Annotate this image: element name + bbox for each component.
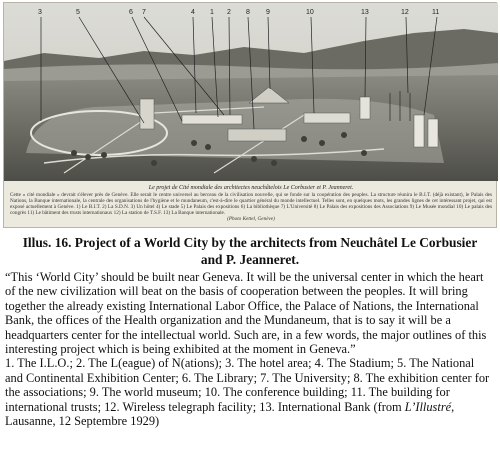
plan-number: 12 <box>401 9 409 16</box>
plan-number: 9 <box>266 9 270 16</box>
plate-caption <box>10 185 492 223</box>
illustration-title: Illus. 16. Project of a World City by the architects from Neuchâtel Le Corbusier and P. Jeanneret. <box>22 235 478 267</box>
plan-number: 5 <box>76 9 80 16</box>
plan-number: 2 <box>227 9 231 16</box>
plan-number: 8 <box>246 9 250 16</box>
plan-number: 6 <box>129 9 133 16</box>
body-text <box>5 270 495 428</box>
plan-number: 7 <box>142 9 146 16</box>
plate-photo-credit: (Photo Kettel, Genève) <box>227 216 275 223</box>
quote-paragraph: “This ‘World City’ should be built near Geneva. It will be the universal center in which the heart of the new civilization will beat on the basis of cooperation between the peoples. It will bring together the already existing International Labor Office, the Palace of Nations, the International Bank, the offices of the Health organization and the Mundaneum, that is to say it will be a headquarters center for the intellectual world. Such are, in a few words, the major outlines of this interesting project which is being exhibited at the moment in Geneva.” <box>5 270 487 357</box>
plate-caption-body: Cette « cité mondiale » devrait s'élever près de Genève. Elle serait le centre universel au berceau de la civilisation nouvelle, qui se fonde sur la coopération des peuples. La structure réunira le B.I.T. (déjà existant), le Palais des Nations, la Banque internationale, la centrale des organisations de l'hygiène et le mundaneum, c'est-à-dire le quartier général du monde intellectuel. Telles sont, en quelques mots, les grandes lignes de cet intéressant projet, qui est exposé actuellement à Genève. 1) Le B.I.T. 2) La S.D.N. 3) Un hôtel 4) Le stade 5) Le Palais des expositions 6) La bibliothèque 7) L'Université 8) Le Palais des expositions des Associations 9) Le Musée mondial 10) Le palais des congrès 11) Le bâtiment des trusts internationaux 12) La station de T.S.F. 13) La Banque internationale. <box>10 192 492 217</box>
world-city-illustration <box>3 2 497 228</box>
plan-number: 13 <box>361 9 369 16</box>
source-title: L’Illustré <box>404 399 452 414</box>
source-detail: , Lausanne, 12 Septembre 1929) <box>5 399 455 429</box>
plan-number: 1 <box>210 9 214 16</box>
plan-number: 10 <box>306 9 314 16</box>
plan-number: 3 <box>38 9 42 16</box>
legend-text: 1. The I.L.O.; 2. The L(eague) of N(ations); 3. The hotel area; 4. The Stadium; 5. The National and Continental Exhibition Center; 6. The Library; 7. The University; 8. The exhibition center for the associations; 9. The world museum; 10. The conference building; 11. The building for international trusts; 12. Wireless telegraph facility; 13. International Bank (from <box>5 356 490 414</box>
plate-caption-title: Le projet de Cité mondiale des architectes neuchâtelois Le Corbusier et P. Jeanneret. <box>148 185 354 191</box>
legend-paragraph <box>5 356 495 428</box>
plan-number: 11 <box>432 9 440 16</box>
plan-number: 4 <box>191 9 195 16</box>
